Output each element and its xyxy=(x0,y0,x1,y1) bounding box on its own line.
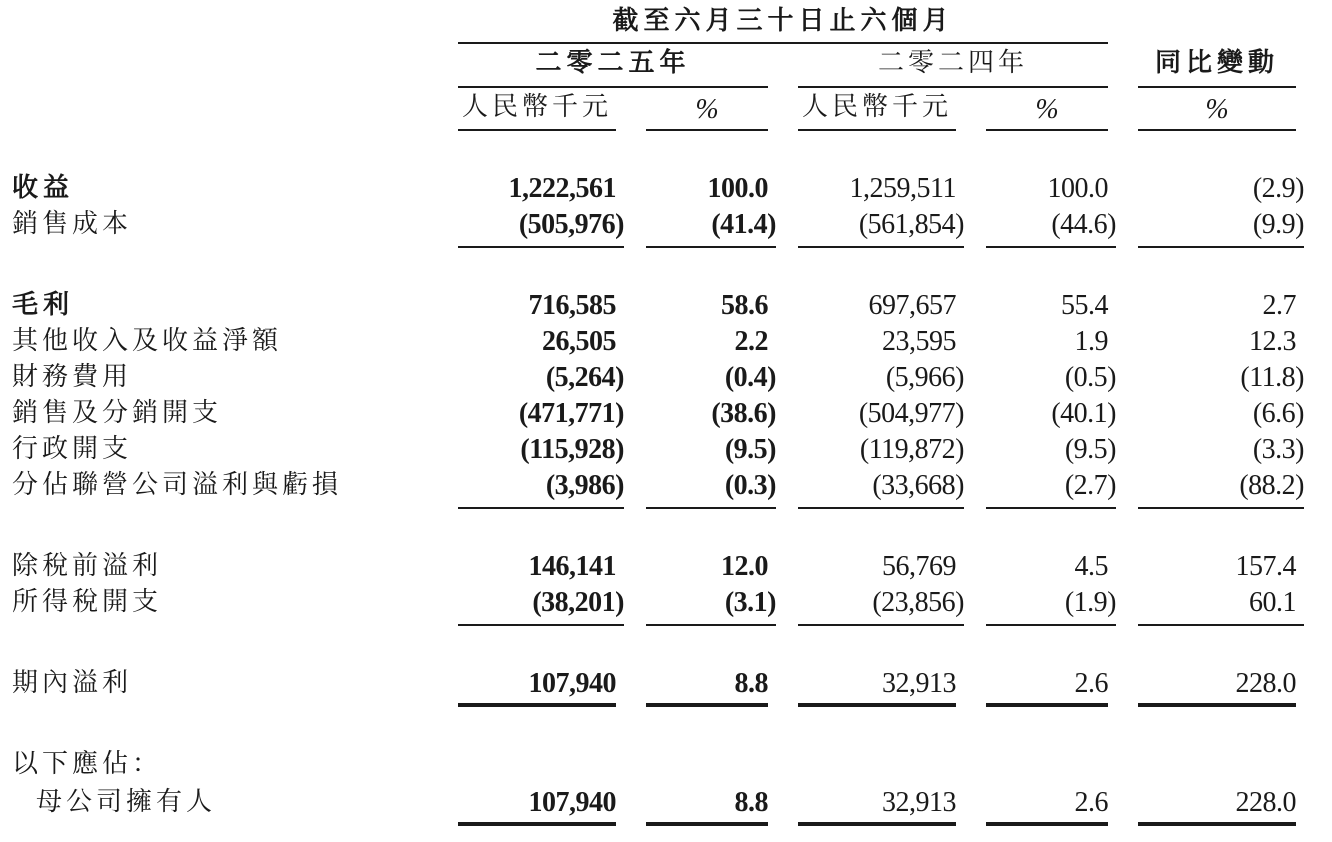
value-2024: 32,913 xyxy=(882,787,956,818)
value-2025: (5,264) xyxy=(545,362,624,393)
value-2025: (115,928) xyxy=(520,434,624,465)
year-2025-heading: 二零二五年 xyxy=(535,48,691,78)
subtotal-rule xyxy=(986,507,1116,509)
total-double-rule xyxy=(1138,703,1296,707)
yoy-change: 228.0 xyxy=(1235,668,1296,699)
total-double-rule xyxy=(458,703,616,707)
col-pct-yoy: % xyxy=(1205,94,1229,125)
pct-2024: (1.9) xyxy=(1064,587,1116,618)
value-2024: (561,854) xyxy=(858,209,964,240)
period-heading: 截至六月三十日止六個月 xyxy=(612,6,954,36)
subtotal-rule xyxy=(646,624,776,626)
yoy-change: 60.1 xyxy=(1249,587,1296,618)
total-double-rule xyxy=(1138,822,1296,826)
subtotal-rule xyxy=(798,624,964,626)
yoy-change: 12.3 xyxy=(1249,326,1296,357)
value-2024: (23,856) xyxy=(872,587,964,618)
yoy-change: 157.4 xyxy=(1235,551,1296,582)
pct-2024: (44.6) xyxy=(1051,209,1116,240)
yoy-change: (3.3) xyxy=(1252,434,1304,465)
col-rmb-2025: 人民幣千元 xyxy=(461,92,612,122)
col-underline xyxy=(1138,129,1296,131)
pct-2024: (9.5) xyxy=(1064,434,1116,465)
year-2024-heading: 二零二四年 xyxy=(877,48,1028,78)
value-2024: (119,872) xyxy=(859,434,964,465)
total-double-rule xyxy=(458,822,616,826)
value-2024: (33,668) xyxy=(872,470,964,501)
row-label-attributable-to: 以下應佔： xyxy=(12,749,163,779)
total-double-rule xyxy=(646,703,768,707)
pct-2024: 1.9 xyxy=(1074,326,1108,357)
row-label-cost-of-sales: 銷售成本 xyxy=(12,209,133,239)
row-label-income-tax: 所得稅開支 xyxy=(12,587,163,617)
pct-2025: (9.5) xyxy=(724,434,776,465)
yoy-change: (11.8) xyxy=(1240,362,1304,393)
period-underline xyxy=(458,42,1108,44)
value-2025: 1,222,561 xyxy=(508,173,616,204)
total-double-rule xyxy=(798,703,956,707)
yoy-change: (6.6) xyxy=(1252,398,1304,429)
value-2025: (505,976) xyxy=(518,209,624,240)
value-2024: (5,966) xyxy=(885,362,964,393)
pct-2024: 4.5 xyxy=(1074,551,1108,582)
year-2024-underline xyxy=(798,86,1108,88)
row-label-revenue: 收益 xyxy=(12,173,75,203)
value-2024: 1,259,511 xyxy=(849,173,956,204)
value-2025: 716,585 xyxy=(528,290,616,321)
value-2024: 56,769 xyxy=(882,551,956,582)
col-pct-2025: % xyxy=(695,94,719,125)
pct-2025: 8.8 xyxy=(734,668,768,699)
pct-2024: 100.0 xyxy=(1047,173,1108,204)
yoy-change: (9.9) xyxy=(1252,209,1304,240)
yoy-change: 2.7 xyxy=(1262,290,1296,321)
pct-2025: (38.6) xyxy=(711,398,776,429)
pct-2025: 12.0 xyxy=(721,551,768,582)
pct-2025: 8.8 xyxy=(734,787,768,818)
col-underline xyxy=(458,129,616,131)
row-label-finance-costs: 財務費用 xyxy=(12,362,133,392)
subtotal-rule xyxy=(646,507,776,509)
total-double-rule xyxy=(986,822,1108,826)
yoy-change: (88.2) xyxy=(1239,470,1304,501)
subtotal-rule xyxy=(1138,624,1304,626)
subtotal-rule xyxy=(986,246,1116,248)
subtotal-rule xyxy=(1138,507,1304,509)
row-label-share-associates: 分佔聯營公司溢利與虧損 xyxy=(12,470,343,500)
subtotal-rule xyxy=(1138,246,1304,248)
row-label-admin-expenses: 行政開支 xyxy=(12,434,133,464)
row-label-selling-expenses: 銷售及分銷開支 xyxy=(12,398,223,428)
value-2025: 146,141 xyxy=(528,551,616,582)
col-underline xyxy=(798,129,956,131)
value-2025: 107,940 xyxy=(528,787,616,818)
total-double-rule xyxy=(798,822,956,826)
pct-2024: (40.1) xyxy=(1051,398,1116,429)
value-2025: 107,940 xyxy=(528,668,616,699)
pct-2025: 58.6 xyxy=(721,290,768,321)
row-label-other-income: 其他收入及收益淨額 xyxy=(12,326,283,356)
yoy-heading: 同比變動 xyxy=(1154,48,1279,78)
yoy-change: (2.9) xyxy=(1252,173,1304,204)
subtotal-rule xyxy=(646,246,776,248)
pct-2024: 55.4 xyxy=(1061,290,1108,321)
value-2025: 26,505 xyxy=(542,326,616,357)
subtotal-rule xyxy=(986,624,1116,626)
pct-2025: (0.3) xyxy=(724,470,776,501)
subtotal-rule xyxy=(458,624,624,626)
value-2024: 32,913 xyxy=(882,668,956,699)
subtotal-rule xyxy=(798,507,964,509)
year-2025-underline xyxy=(458,86,768,88)
pct-2024: 2.6 xyxy=(1074,668,1108,699)
pct-2024: (0.5) xyxy=(1064,362,1116,393)
value-2025: (3,986) xyxy=(545,470,624,501)
row-label-profit-before-tax: 除稅前溢利 xyxy=(12,551,163,581)
col-underline xyxy=(986,129,1108,131)
pct-2025: (41.4) xyxy=(711,209,776,240)
col-rmb-2024: 人民幣千元 xyxy=(801,92,952,122)
pct-2024: 2.6 xyxy=(1074,787,1108,818)
pct-2025: (0.4) xyxy=(724,362,776,393)
subtotal-rule xyxy=(458,507,624,509)
col-underline xyxy=(646,129,768,131)
pct-2025: 100.0 xyxy=(707,173,768,204)
col-pct-2024: % xyxy=(1035,94,1059,125)
subtotal-rule xyxy=(798,246,964,248)
pct-2024: (2.7) xyxy=(1064,470,1116,501)
total-double-rule xyxy=(986,703,1108,707)
yoy-change: 228.0 xyxy=(1235,787,1296,818)
row-label-gross-profit: 毛利 xyxy=(12,290,75,320)
value-2025: (38,201) xyxy=(532,587,624,618)
pct-2025: (3.1) xyxy=(724,587,776,618)
total-double-rule xyxy=(646,822,768,826)
value-2024: 697,657 xyxy=(868,290,956,321)
pct-2025: 2.2 xyxy=(734,326,768,357)
row-label-owners-parent: 母公司擁有人 xyxy=(36,787,217,817)
value-2025: (471,771) xyxy=(518,398,624,429)
yoy-underline xyxy=(1138,86,1296,88)
row-label-profit-period: 期內溢利 xyxy=(12,668,133,698)
subtotal-rule xyxy=(458,246,624,248)
value-2024: (504,977) xyxy=(858,398,964,429)
value-2024: 23,595 xyxy=(882,326,956,357)
